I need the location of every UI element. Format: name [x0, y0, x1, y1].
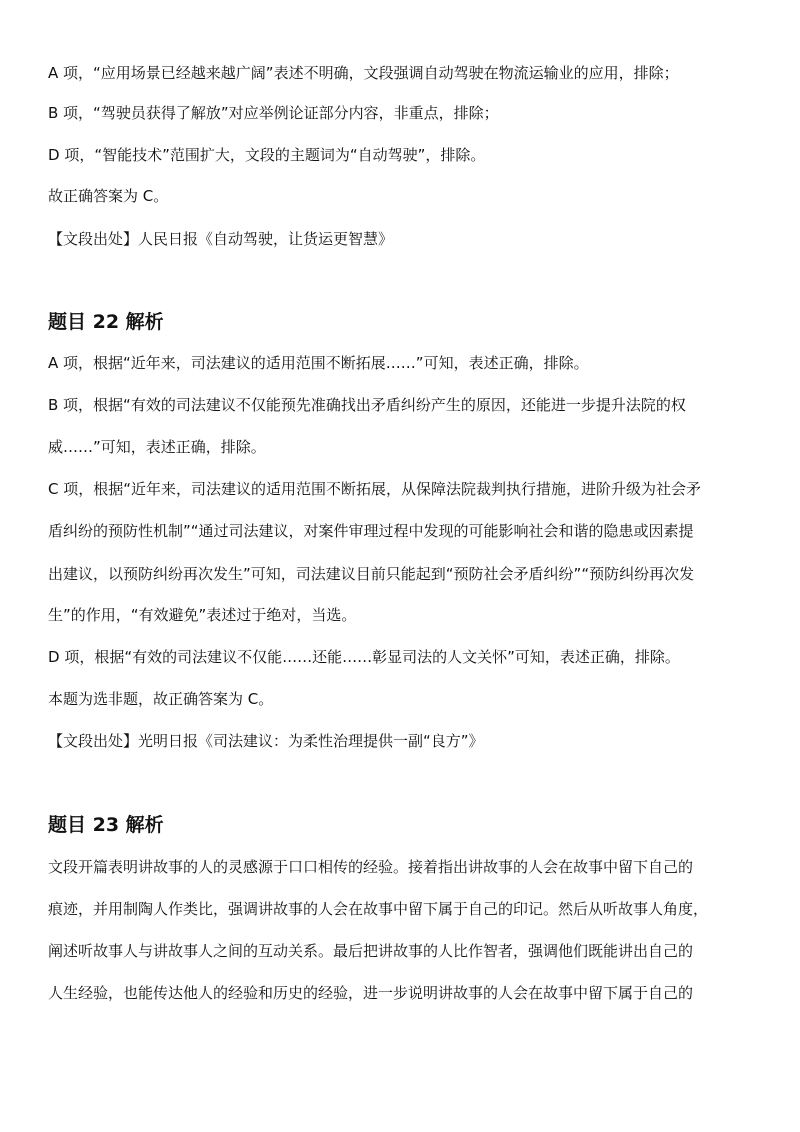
paragraph-line: A 项，“应用场景已经越来越广阔”表述不明确，文段强调自动驾驶在物流运输业的应用，排除；	[48, 64, 679, 82]
paragraph-line: B 项，根据“有效的司法建议不仅能预先准确找出矛盾纠纷产生的原因，还能进一步提升法院的权	[48, 396, 686, 414]
paragraph-line: 阐述听故事人与讲故事人之间的互动关系。最后把讲故事的人比作智者，强调他们既能讲出自己的	[48, 942, 694, 960]
paragraph-line: D 项，根据“有效的司法建议不仅能……还能……彰显司法的人文关怀”可知，表述正确，排除。	[48, 648, 680, 666]
source-line: 【文段出处】人民日报《自动驾驶，让货运更智慧》	[48, 230, 394, 248]
answer-line: 故正确答案为 C。	[48, 187, 169, 205]
paragraph-line: 生”的作用，“有效避免”表述过于绝对，当选。	[48, 606, 357, 624]
paragraph-line: 盾纠纷的预防性机制”“通过司法建议，对案件审理过程中发现的可能影响社会和谐的隐患或因素提	[48, 522, 694, 540]
paragraph-line: 痕迹，并用制陶人作类比，强调讲故事的人会在故事中留下属于自己的印记。然后从听故事人角度，	[48, 900, 709, 918]
answer-line: 本题为选非题，故正确答案为 C。	[48, 690, 274, 708]
paragraph-line: 文段开篇表明讲故事的人的灵感源于口口相传的经验。接着指出讲故事的人会在故事中留下自己的	[48, 858, 694, 876]
section-heading-22: 题目 22 解析	[48, 311, 164, 333]
paragraph-line: 人生经验，也能传达他人的经验和历史的经验，进一步说明讲故事的人会在故事中留下属于自己的	[48, 984, 694, 1002]
paragraph-line: D 项，“智能技术”范围扩大，文段的主题词为“自动驾驶”，排除。	[48, 146, 486, 164]
section-heading-23: 题目 23 解析	[48, 814, 164, 836]
paragraph-line: 威……”可知，表述正确，排除。	[48, 438, 266, 456]
source-line: 【文段出处】光明日报《司法建议：为柔性治理提供一副“良方”》	[48, 732, 484, 750]
paragraph-line: B 项，“驾驶员获得了解放”对应举例论证部分内容，非重点，排除；	[48, 104, 499, 122]
paragraph-line: C 项，根据“近年来，司法建议的适用范围不断拓展，从保障法院裁判执行措施，进阶升级为社会矛	[48, 480, 702, 498]
paragraph-line: A 项，根据“近年来，司法建议的适用范围不断拓展……”可知，表述正确，排除。	[48, 354, 589, 372]
paragraph-line: 出建议，以预防纠纷再次发生”可知，司法建议目前只能起到“预防社会矛盾纠纷”“预防纠纷再次发	[48, 565, 695, 583]
